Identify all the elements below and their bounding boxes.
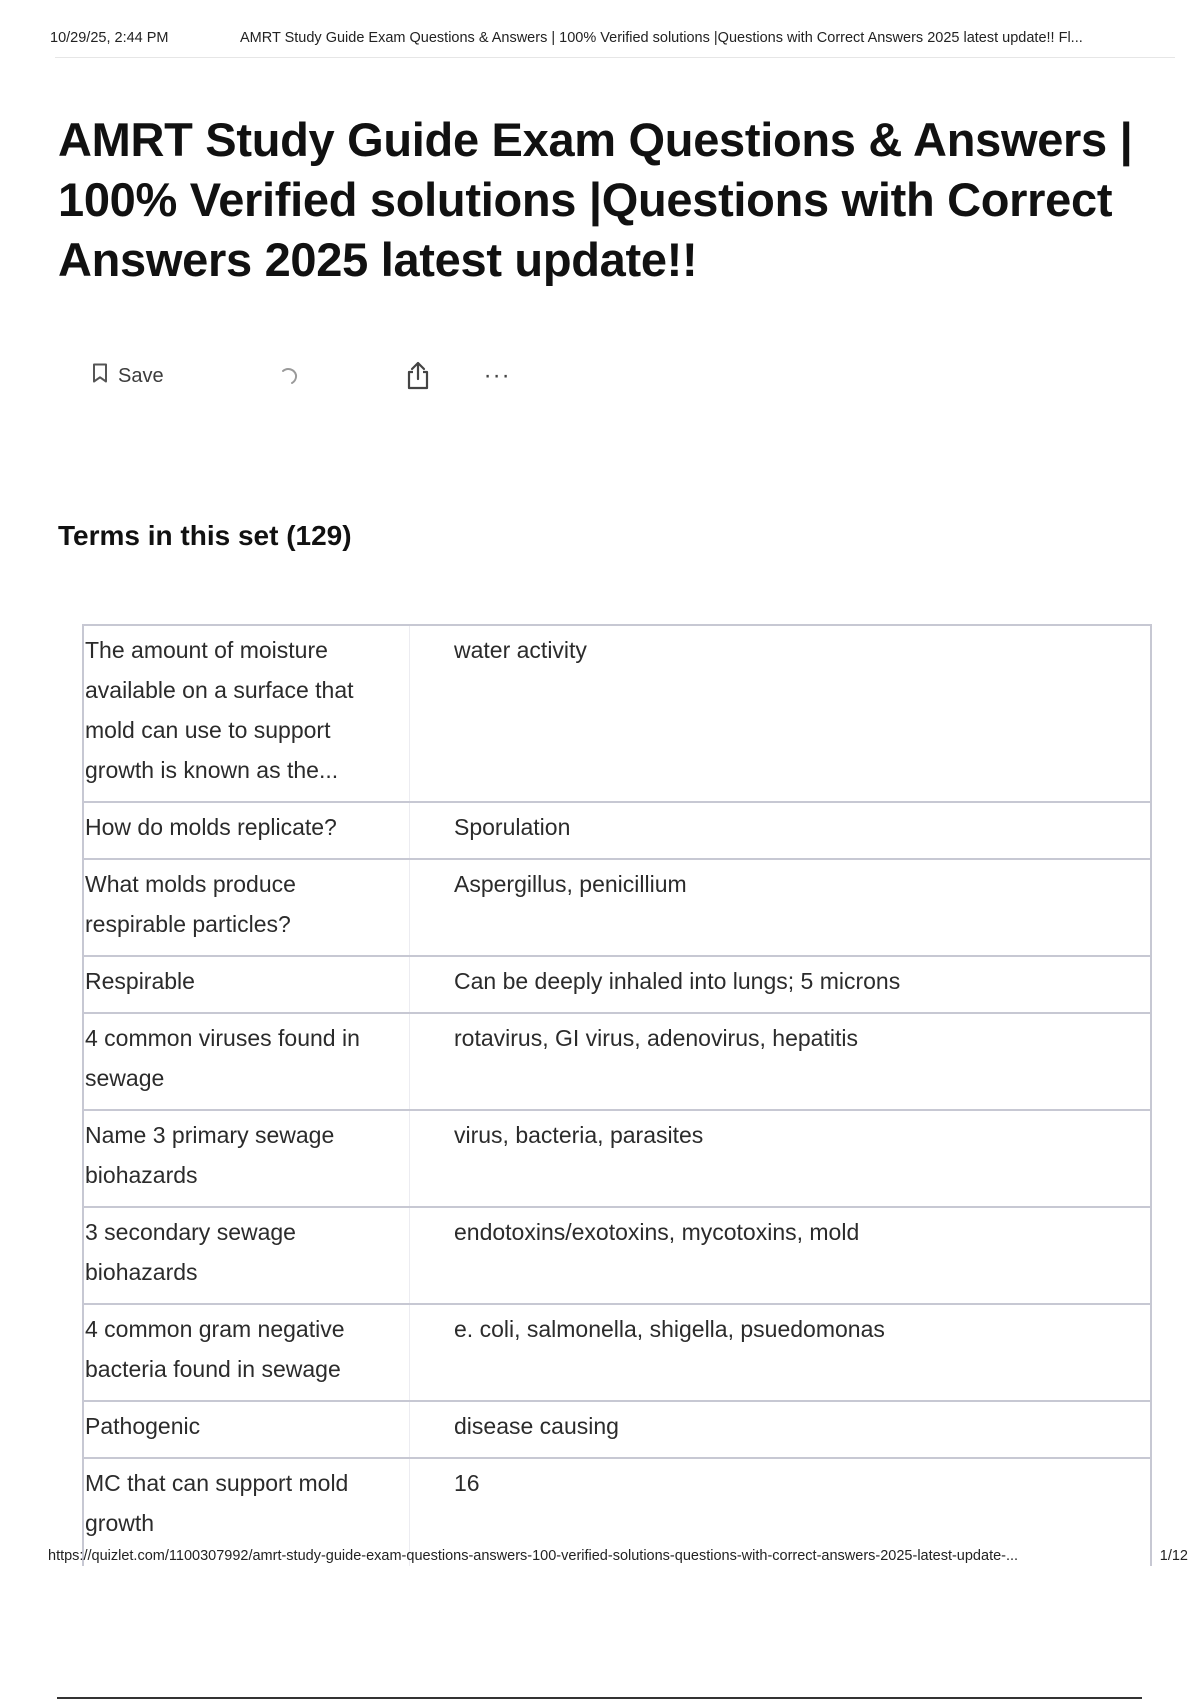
save-button[interactable]	[86, 362, 170, 390]
toolbar	[86, 358, 517, 394]
definition-cell: water activity	[410, 625, 1152, 802]
page-title: AMRT Study Guide Exam Questions & Answers | 100% Verified solutions |Questions with Correct Answers 2025 latest update!!	[58, 113, 1133, 286]
definition-cell: Can be deeply inhaled into lungs; 5 microns	[410, 956, 1152, 1013]
term-cell: The amount of moisture available on a surface that mold can use to support growth is known as the...	[83, 625, 410, 802]
table-row	[83, 1110, 1151, 1207]
term-cell: How do molds replicate?	[83, 802, 410, 859]
definition-cell: e. coli, salmonella, shigella, psuedomonas	[410, 1304, 1152, 1401]
definition-cell: Sporulation	[410, 802, 1152, 859]
save-label: Save	[118, 364, 164, 387]
term-cell: 4 common gram negative bacteria found in sewage	[83, 1304, 410, 1401]
definition-cell: rotavirus, GI virus, adenovirus, hepatitis	[410, 1013, 1152, 1110]
print-header	[50, 30, 1178, 58]
table-row	[83, 1304, 1151, 1401]
table-row	[83, 956, 1151, 1013]
table-row	[83, 1013, 1151, 1110]
bookmark-icon	[92, 363, 108, 389]
term-cell: Pathogenic	[83, 1401, 410, 1458]
more-options-button[interactable]	[478, 361, 517, 391]
table-row	[83, 1207, 1151, 1304]
table-row	[83, 859, 1151, 956]
page-number: 1/12	[1159, 1548, 1188, 1564]
spinner-icon	[278, 365, 300, 387]
definition-cell: disease causing	[410, 1401, 1152, 1458]
print-footer	[48, 1548, 1188, 1564]
term-cell: MC that can support mold growth	[83, 1458, 410, 1566]
definition-cell: endotoxins/exotoxins, mycotoxins, mold	[410, 1207, 1152, 1304]
page-bottom-divider	[57, 1697, 1142, 1699]
page-url: https://quizlet.com/1100307992/amrt-study-guide-exam-questions-answers-100-verified-solutions-questions-with-correct-answers-2025-latest-update-...	[48, 1548, 1019, 1564]
definition-cell: Aspergillus, penicillium	[410, 859, 1152, 956]
terms-heading: Terms in this set (129)	[58, 520, 352, 551]
print-doc-title: AMRT Study Guide Exam Questions & Answers | 100% Verified solutions |Questions with Correct Answers 2025 latest update!! Fl...	[240, 30, 1083, 46]
term-cell: 4 common viruses found in sewage	[83, 1013, 410, 1110]
table-row	[83, 625, 1151, 802]
share-icon	[404, 360, 432, 393]
term-cell: Respirable	[83, 956, 410, 1013]
print-date: 10/29/25, 2:44 PM	[50, 30, 169, 46]
table-row	[83, 802, 1151, 859]
term-cell: 3 secondary sewage biohazards	[83, 1207, 410, 1304]
header-divider	[55, 57, 1175, 58]
more-options-icon: ···	[483, 362, 511, 389]
definition-cell: 16	[410, 1458, 1152, 1566]
terms-table	[82, 624, 1152, 1566]
share-button[interactable]	[398, 359, 438, 394]
table-row	[83, 1401, 1151, 1458]
term-cell: What molds produce respirable particles?	[83, 859, 410, 956]
term-cell: Name 3 primary sewage biohazards	[83, 1110, 410, 1207]
definition-cell: virus, bacteria, parasites	[410, 1110, 1152, 1207]
